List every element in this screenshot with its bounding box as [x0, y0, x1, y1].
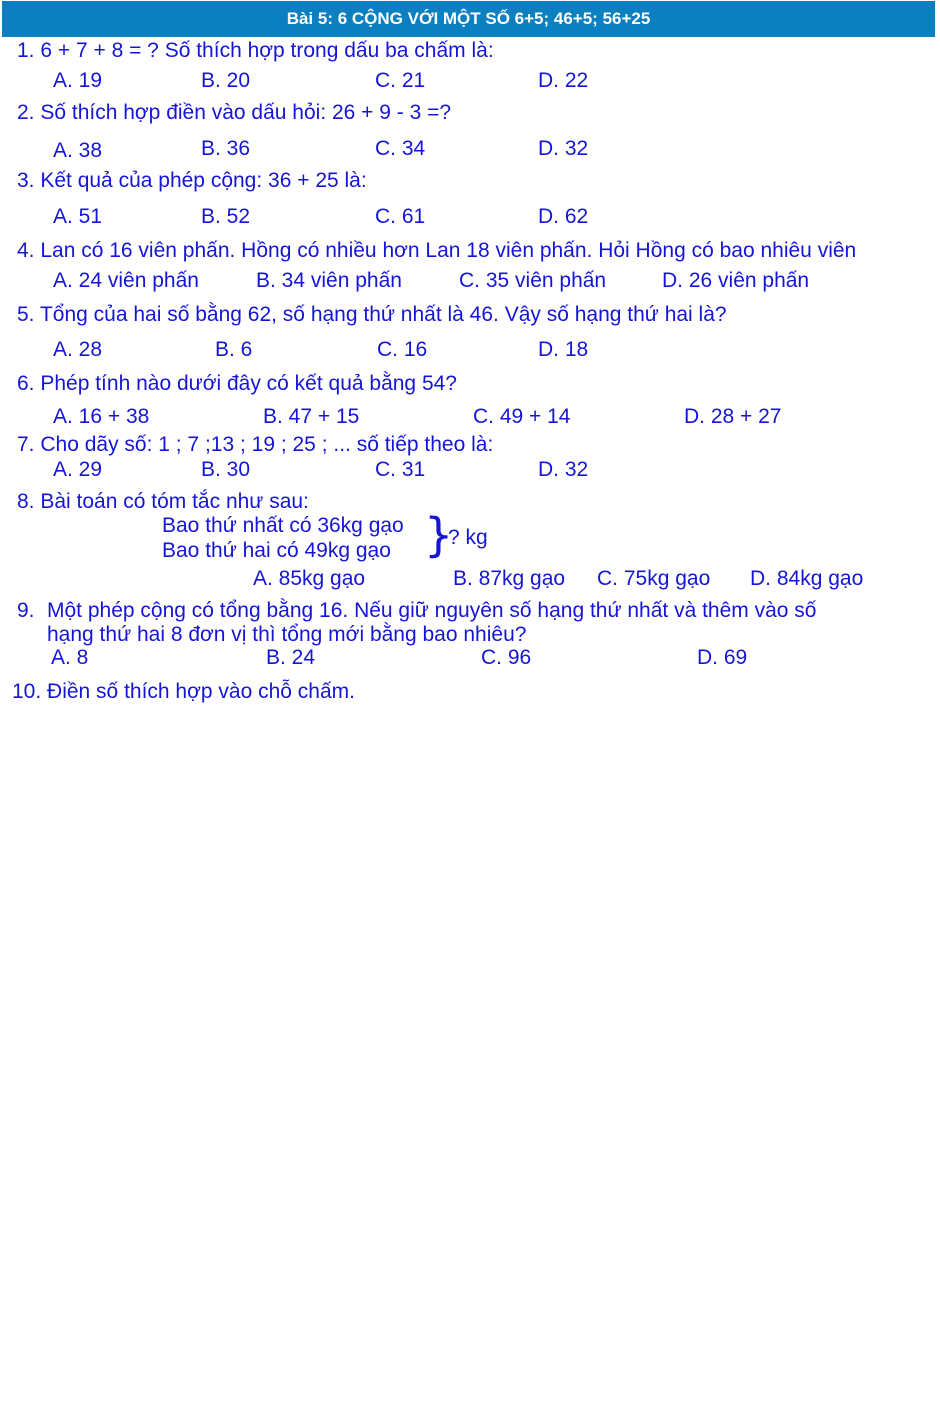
question-10-text: 10. Điền số thích hợp vào chỗ chấm.	[12, 680, 355, 703]
question-4-option-a: A. 24 viên phấn	[53, 269, 199, 292]
question-6-option-b: B. 47 + 15	[263, 405, 360, 428]
question-1-text: 1. 6 + 7 + 8 = ? Số thích hợp trong dấu ba chấm là:	[17, 39, 494, 62]
question-8-text: 8. Bài toán có tóm tắc như sau:	[17, 490, 309, 513]
question-6-option-c: C. 49 + 14	[473, 405, 571, 428]
question-5-option-c: C. 16	[377, 338, 428, 361]
question-8-summary-line-2: Bao thứ hai có 49kg gạo	[162, 539, 391, 562]
question-2-option-d: D. 32	[538, 137, 589, 160]
question-8-option-b: B. 87kg gạo	[453, 567, 566, 590]
question-8-option-c: C. 75kg gạo	[597, 567, 711, 590]
question-5-text: 5. Tổng của hai số bằng 62, số hạng thứ nhất là 46. Vậy số hạng thứ hai là?	[17, 303, 727, 326]
question-4-option-d: D. 26 viên phấn	[662, 269, 810, 292]
question-8-summary-question: ? kg	[448, 526, 488, 549]
question-7-option-a: A. 29	[53, 458, 103, 481]
question-5-option-d: D. 18	[538, 338, 589, 361]
question-6-text: 6. Phép tính nào dưới đây có kết quả bằng 54?	[17, 372, 457, 395]
question-4-text: 4. Lan có 16 viên phấn. Hồng có nhiều hơn Lan 18 viên phấn. Hỏi Hồng có bao nhiêu viên	[17, 239, 857, 262]
question-3-option-d: D. 62	[538, 205, 589, 228]
question-1-option-c: C. 21	[375, 69, 426, 92]
question-3-option-a: A. 51	[53, 205, 103, 228]
question-7-option-b: B. 30	[201, 458, 251, 481]
question-9-option-a: A. 8	[51, 646, 89, 669]
curly-brace-icon: }	[424, 508, 454, 562]
question-1-option-b: B. 20	[201, 69, 251, 92]
question-3-text: 3. Kết quả của phép cộng: 36 + 25 là:	[17, 169, 367, 192]
question-6-option-a: A. 16 + 38	[53, 405, 150, 428]
question-9-line-2: hạng thứ hai 8 đơn vị thì tổng mới bằng bao nhiêu?	[47, 623, 527, 646]
question-4-option-c: C. 35 viên phấn	[459, 269, 607, 292]
question-9-option-c: C. 96	[481, 646, 532, 669]
question-9-line-1: Một phép cộng có tổng bằng 16. Nếu giữ nguyên số hạng thứ nhất và thêm vào số	[47, 599, 817, 622]
question-7-option-d: D. 32	[538, 458, 589, 481]
question-8-option-d: D. 84kg gạo	[750, 567, 864, 590]
question-7-option-c: C. 31	[375, 458, 426, 481]
question-2-option-c: C. 34	[375, 137, 426, 160]
question-1-option-a: A. 19	[53, 69, 103, 92]
question-9-option-d: D. 69	[697, 646, 748, 669]
question-9-option-b: B. 24	[266, 646, 316, 669]
question-3-option-b: B. 52	[201, 205, 251, 228]
question-5-option-b: B. 6	[215, 338, 253, 361]
question-8-option-a: A. 85kg gạo	[253, 567, 366, 590]
question-2-text: 2. Số thích hợp điền vào dấu hỏi: 26 + 9 - 3 =?	[17, 101, 452, 124]
question-3-option-c: C. 61	[375, 205, 426, 228]
question-9-number: 9.	[17, 599, 35, 622]
question-6-option-d: D. 28 + 27	[684, 405, 782, 428]
question-5-option-a: A. 28	[53, 338, 103, 361]
question-4-option-b: B. 34 viên phấn	[256, 269, 402, 292]
question-1-option-d: D. 22	[538, 69, 589, 92]
question-2-option-b: B. 36	[201, 137, 251, 160]
question-2-option-a: A. 38	[53, 139, 103, 162]
question-7-text: 7. Cho dãy số: 1 ; 7 ;13 ; 19 ; 25 ; ... số tiếp theo là:	[17, 433, 494, 456]
question-8-summary-line-1: Bao thứ nhất có 36kg gạo	[162, 514, 404, 537]
page-title: Bài 5: 6 CỘNG VỚI MỘT SỐ 6+5; 46+5; 56+25	[2, 1, 935, 37]
